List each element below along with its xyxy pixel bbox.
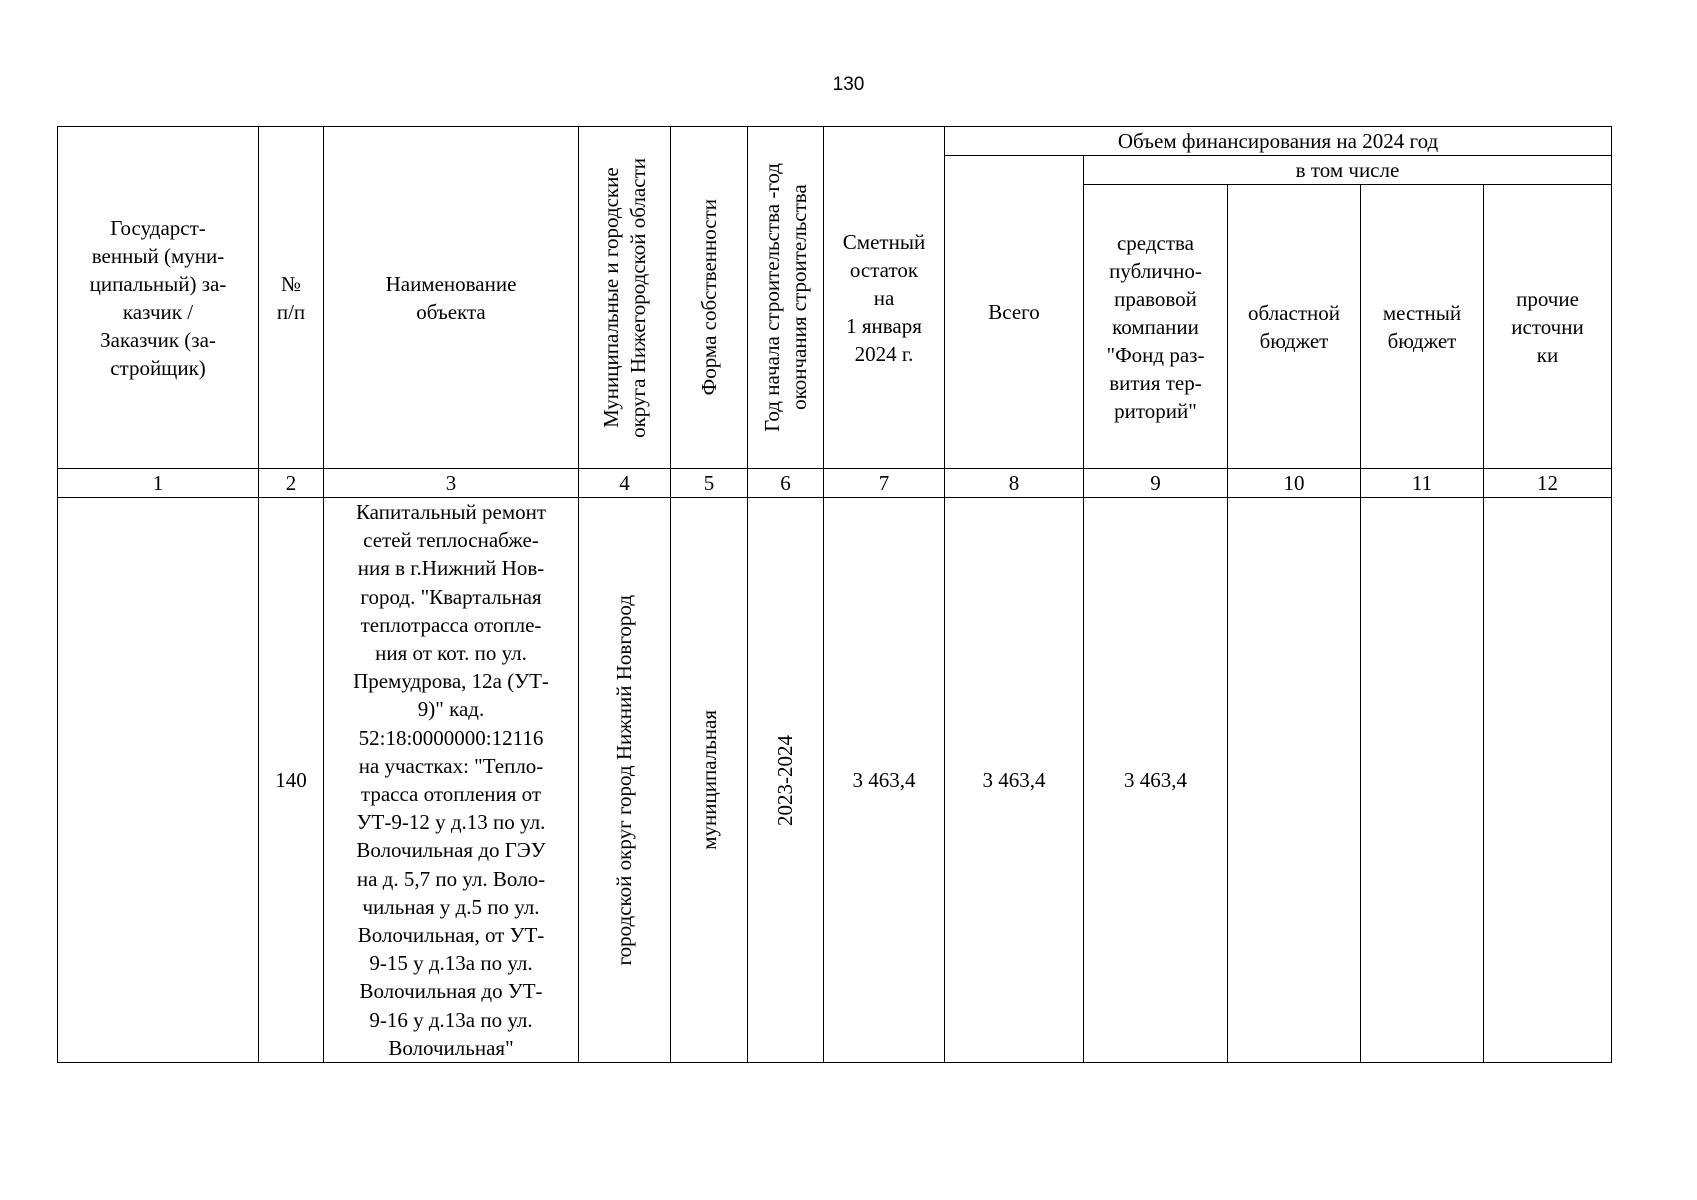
column-number: 7 <box>824 469 945 498</box>
cell-municipality: городской округ город Нижний Новгород <box>579 498 671 1063</box>
column-number: 9 <box>1084 469 1228 498</box>
header-total: Всего <box>945 156 1084 469</box>
cell-fund: 3 463,4 <box>1084 498 1228 1063</box>
cell-years: 2023-2024 <box>748 498 824 1063</box>
table-row <box>58 498 1612 1063</box>
column-number: 2 <box>259 469 324 498</box>
cell-regional <box>1228 498 1361 1063</box>
header-customer: Государст- венный (муни- ципальный) за- казчик / Заказчик (за- стройщик) <box>58 127 259 469</box>
column-number: 6 <box>748 469 824 498</box>
header-other: прочие источни ки <box>1484 185 1612 469</box>
header-years: Год начала строительства -год окончания строительства <box>748 127 824 469</box>
header-municipality: Муниципальные и городские округа Нижегородской области <box>579 127 671 469</box>
column-number: 12 <box>1484 469 1612 498</box>
cell-customer <box>58 498 259 1063</box>
header-number: № п/п <box>259 127 324 469</box>
header-funding-title: Объем финансирования на 2024 год <box>945 127 1612 156</box>
column-number: 10 <box>1228 469 1361 498</box>
cell-other <box>1484 498 1612 1063</box>
header-local: местный бюджет <box>1361 185 1484 469</box>
page-number: 130 <box>832 74 865 95</box>
cell-ownership: муниципальная <box>671 498 748 1063</box>
column-number: 3 <box>324 469 579 498</box>
header-object-name: Наименование объекта <box>324 127 579 469</box>
cell-object-name: Капитальный ремонт сетей теплоснабже- ния в г.Нижний Нов- город. "Квартальная теплотрасса отопле- ния от кот. по ул. Премудрова, 12а (УТ- 9)" кад. 52:18:0000000:12116 на участках: "Тепло- трасса отопления от УТ-9-12 у д.13 по ул. Волочильная до ГЭУ на д. 5,7 по ул. Воло- чильная у д.5 по ул. Волочильная, от УТ- 9-15 у д.13а по ул. Волочильная до УТ- 9-16 у д.13а по ул. Волочильная" <box>324 498 579 1063</box>
column-number: 8 <box>945 469 1084 498</box>
header-regional: областной бюджет <box>1228 185 1361 469</box>
column-number: 1 <box>58 469 259 498</box>
header-fund: средства публично- правовой компании "Фонд раз- вития тер- риторий" <box>1084 185 1228 469</box>
cell-remaining: 3 463,4 <box>824 498 945 1063</box>
header-including: в том числе <box>1084 156 1612 185</box>
column-number: 5 <box>671 469 748 498</box>
column-number: 4 <box>579 469 671 498</box>
header-ownership: Форма собственности <box>671 127 748 469</box>
header-row-top <box>58 127 1612 156</box>
column-number: 11 <box>1361 469 1484 498</box>
column-numbers-row <box>58 469 1612 498</box>
cell-local <box>1361 498 1484 1063</box>
header-remaining: Сметный остаток на 1 января 2024 г. <box>824 127 945 469</box>
financing-table <box>57 126 1612 1063</box>
cell-total: 3 463,4 <box>945 498 1084 1063</box>
cell-number: 140 <box>259 498 324 1063</box>
